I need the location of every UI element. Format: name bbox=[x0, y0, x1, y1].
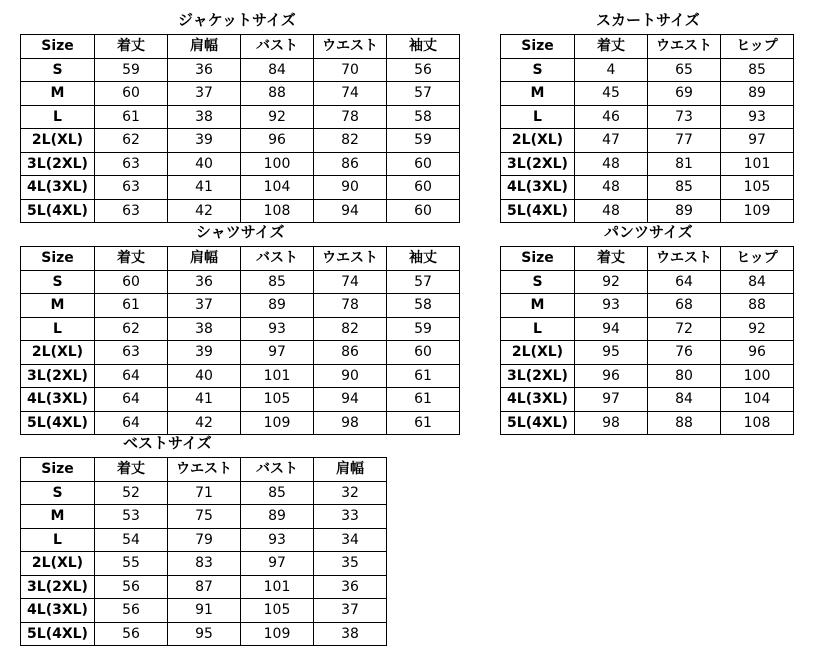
size-label-cell: S bbox=[21, 270, 95, 294]
table-cell: 95 bbox=[168, 622, 241, 646]
table-cell: 41 bbox=[168, 388, 241, 412]
table-row bbox=[21, 270, 460, 294]
size-label-cell: L bbox=[21, 105, 95, 129]
table-cell: 108 bbox=[721, 411, 794, 435]
table-cell: 53 bbox=[95, 505, 168, 529]
table-cell: 70 bbox=[314, 58, 387, 82]
size-label-cell: 4L(3XL) bbox=[21, 388, 95, 412]
table-cell: 36 bbox=[168, 58, 241, 82]
table-cell: 37 bbox=[168, 82, 241, 106]
table-cell: 38 bbox=[168, 317, 241, 341]
table-cell: 92 bbox=[721, 317, 794, 341]
table-cell: 64 bbox=[648, 270, 721, 294]
table-row bbox=[501, 82, 794, 106]
table-cell: 94 bbox=[314, 199, 387, 223]
table-row bbox=[21, 341, 460, 365]
column-header: Size bbox=[501, 35, 575, 59]
pants-header-row bbox=[501, 247, 794, 271]
table-cell: 59 bbox=[387, 317, 460, 341]
table-cell: 93 bbox=[241, 317, 314, 341]
table-cell: 100 bbox=[241, 152, 314, 176]
table-cell: 85 bbox=[721, 58, 794, 82]
table-row bbox=[21, 294, 460, 318]
size-label-cell: M bbox=[21, 82, 95, 106]
table-row bbox=[21, 622, 387, 646]
table-cell: 32 bbox=[314, 481, 387, 505]
table-cell: 37 bbox=[168, 294, 241, 318]
skirt-header-row bbox=[501, 35, 794, 59]
table-cell: 37 bbox=[314, 599, 387, 623]
table-cell: 86 bbox=[314, 152, 387, 176]
size-label-cell: 3L(2XL) bbox=[21, 364, 95, 388]
table-row bbox=[21, 58, 460, 82]
table-row bbox=[501, 388, 794, 412]
table-cell: 104 bbox=[721, 388, 794, 412]
table-cell: 38 bbox=[168, 105, 241, 129]
size-label-cell: S bbox=[21, 481, 95, 505]
table-cell: 4 bbox=[575, 58, 648, 82]
table-row bbox=[501, 317, 794, 341]
column-header: バスト bbox=[241, 35, 314, 59]
size-label-cell: 2L(XL) bbox=[501, 341, 575, 365]
table-cell: 84 bbox=[648, 388, 721, 412]
table-cell: 52 bbox=[95, 481, 168, 505]
table-cell: 71 bbox=[168, 481, 241, 505]
table-cell: 56 bbox=[95, 575, 168, 599]
table-cell: 86 bbox=[314, 341, 387, 365]
table-row bbox=[501, 341, 794, 365]
column-header: 肩幅 bbox=[168, 247, 241, 271]
size-label-cell: 5L(4XL) bbox=[21, 411, 95, 435]
table-cell: 96 bbox=[575, 364, 648, 388]
table-cell: 85 bbox=[648, 176, 721, 200]
size-label-cell: L bbox=[501, 317, 575, 341]
table-cell: 97 bbox=[241, 552, 314, 576]
table-cell: 34 bbox=[314, 528, 387, 552]
skirt-size-table-wrap bbox=[500, 34, 794, 223]
vest-size-table bbox=[20, 457, 387, 646]
table-cell: 82 bbox=[314, 129, 387, 153]
table-row bbox=[501, 152, 794, 176]
table-row bbox=[21, 82, 460, 106]
table-cell: 87 bbox=[168, 575, 241, 599]
table-cell: 61 bbox=[387, 388, 460, 412]
table-cell: 101 bbox=[241, 575, 314, 599]
table-row bbox=[21, 105, 460, 129]
column-header: 袖丈 bbox=[387, 35, 460, 59]
table-cell: 35 bbox=[314, 552, 387, 576]
column-header: ウエスト bbox=[314, 247, 387, 271]
table-row bbox=[21, 152, 460, 176]
size-label-cell: M bbox=[21, 294, 95, 318]
table-cell: 42 bbox=[168, 199, 241, 223]
table-cell: 42 bbox=[168, 411, 241, 435]
table-cell: 91 bbox=[168, 599, 241, 623]
table-cell: 47 bbox=[575, 129, 648, 153]
table-cell: 74 bbox=[314, 270, 387, 294]
jacket-header-row bbox=[21, 35, 460, 59]
table-cell: 62 bbox=[95, 317, 168, 341]
size-label-cell: 4L(3XL) bbox=[501, 176, 575, 200]
table-cell: 63 bbox=[95, 341, 168, 365]
column-header: ウエスト bbox=[314, 35, 387, 59]
table-cell: 93 bbox=[721, 105, 794, 129]
table-cell: 57 bbox=[387, 270, 460, 294]
table-cell: 84 bbox=[241, 58, 314, 82]
table-cell: 60 bbox=[95, 270, 168, 294]
table-cell: 82 bbox=[314, 317, 387, 341]
pants-size-table bbox=[500, 246, 794, 435]
table-cell: 89 bbox=[241, 505, 314, 529]
table-cell: 105 bbox=[721, 176, 794, 200]
table-cell: 98 bbox=[575, 411, 648, 435]
table-cell: 97 bbox=[241, 341, 314, 365]
table-cell: 76 bbox=[648, 341, 721, 365]
table-cell: 33 bbox=[314, 505, 387, 529]
table-cell: 63 bbox=[95, 176, 168, 200]
table-cell: 101 bbox=[721, 152, 794, 176]
table-cell: 45 bbox=[575, 82, 648, 106]
column-header: 肩幅 bbox=[168, 35, 241, 59]
table-row bbox=[21, 599, 387, 623]
column-header: Size bbox=[21, 247, 95, 271]
table-cell: 41 bbox=[168, 176, 241, 200]
pants-size-title: パンツサイズ bbox=[604, 223, 693, 241]
table-cell: 89 bbox=[648, 199, 721, 223]
table-cell: 105 bbox=[241, 599, 314, 623]
table-cell: 72 bbox=[648, 317, 721, 341]
size-label-cell: S bbox=[501, 58, 575, 82]
column-header: Size bbox=[21, 458, 95, 482]
table-row bbox=[21, 528, 387, 552]
vest-size-table-wrap bbox=[20, 457, 387, 646]
table-cell: 58 bbox=[387, 294, 460, 318]
table-cell: 61 bbox=[387, 364, 460, 388]
column-header: 肩幅 bbox=[314, 458, 387, 482]
column-header: Size bbox=[501, 247, 575, 271]
table-cell: 55 bbox=[95, 552, 168, 576]
table-cell: 95 bbox=[575, 341, 648, 365]
table-cell: 39 bbox=[168, 129, 241, 153]
table-cell: 60 bbox=[95, 82, 168, 106]
column-header: 着丈 bbox=[95, 247, 168, 271]
table-cell: 109 bbox=[721, 199, 794, 223]
table-row bbox=[501, 411, 794, 435]
skirt-size-title: スカートサイズ bbox=[596, 11, 700, 29]
table-cell: 97 bbox=[575, 388, 648, 412]
size-label-cell: 2L(XL) bbox=[21, 129, 95, 153]
table-cell: 63 bbox=[95, 199, 168, 223]
size-label-cell: 2L(XL) bbox=[501, 129, 575, 153]
table-cell: 84 bbox=[721, 270, 794, 294]
table-cell: 60 bbox=[387, 176, 460, 200]
table-cell: 78 bbox=[314, 105, 387, 129]
size-label-cell: M bbox=[501, 294, 575, 318]
table-cell: 92 bbox=[575, 270, 648, 294]
table-row bbox=[21, 411, 460, 435]
table-cell: 59 bbox=[387, 129, 460, 153]
table-cell: 85 bbox=[241, 481, 314, 505]
column-header: 着丈 bbox=[575, 247, 648, 271]
size-label-cell: L bbox=[21, 528, 95, 552]
table-cell: 62 bbox=[95, 129, 168, 153]
vest-size-title: ベストサイズ bbox=[123, 434, 212, 452]
size-label-cell: 5L(4XL) bbox=[21, 622, 95, 646]
size-label-cell: M bbox=[501, 82, 575, 106]
table-cell: 40 bbox=[168, 152, 241, 176]
table-row bbox=[21, 176, 460, 200]
table-row bbox=[501, 364, 794, 388]
table-row bbox=[501, 176, 794, 200]
table-cell: 90 bbox=[314, 176, 387, 200]
size-label-cell: L bbox=[21, 317, 95, 341]
column-header: 袖丈 bbox=[387, 247, 460, 271]
table-cell: 94 bbox=[314, 388, 387, 412]
table-cell: 61 bbox=[95, 294, 168, 318]
table-cell: 56 bbox=[95, 622, 168, 646]
size-label-cell: 3L(2XL) bbox=[21, 575, 95, 599]
table-cell: 90 bbox=[314, 364, 387, 388]
size-label-cell: 2L(XL) bbox=[21, 552, 95, 576]
table-cell: 46 bbox=[575, 105, 648, 129]
size-label-cell: 3L(2XL) bbox=[21, 152, 95, 176]
table-cell: 109 bbox=[241, 622, 314, 646]
table-cell: 64 bbox=[95, 388, 168, 412]
table-cell: 85 bbox=[241, 270, 314, 294]
table-cell: 88 bbox=[648, 411, 721, 435]
jacket-size-table-wrap bbox=[20, 34, 460, 223]
column-header: ウエスト bbox=[648, 247, 721, 271]
table-cell: 73 bbox=[648, 105, 721, 129]
table-row bbox=[501, 105, 794, 129]
table-cell: 109 bbox=[241, 411, 314, 435]
table-cell: 56 bbox=[387, 58, 460, 82]
column-header: バスト bbox=[241, 247, 314, 271]
table-cell: 83 bbox=[168, 552, 241, 576]
table-cell: 89 bbox=[721, 82, 794, 106]
table-cell: 77 bbox=[648, 129, 721, 153]
table-cell: 39 bbox=[168, 341, 241, 365]
skirt-size-table bbox=[500, 34, 794, 223]
size-label-cell: L bbox=[501, 105, 575, 129]
table-cell: 69 bbox=[648, 82, 721, 106]
table-cell: 93 bbox=[575, 294, 648, 318]
table-cell: 100 bbox=[721, 364, 794, 388]
table-row bbox=[501, 270, 794, 294]
table-cell: 61 bbox=[387, 411, 460, 435]
size-label-cell: 5L(4XL) bbox=[501, 199, 575, 223]
table-cell: 68 bbox=[648, 294, 721, 318]
table-cell: 61 bbox=[95, 105, 168, 129]
size-label-cell: 5L(4XL) bbox=[501, 411, 575, 435]
table-row bbox=[21, 317, 460, 341]
table-row bbox=[501, 199, 794, 223]
table-row bbox=[501, 294, 794, 318]
table-cell: 56 bbox=[95, 599, 168, 623]
table-cell: 36 bbox=[314, 575, 387, 599]
column-header: 着丈 bbox=[95, 458, 168, 482]
table-cell: 75 bbox=[168, 505, 241, 529]
table-cell: 104 bbox=[241, 176, 314, 200]
table-cell: 101 bbox=[241, 364, 314, 388]
size-label-cell: M bbox=[21, 505, 95, 529]
table-cell: 96 bbox=[241, 129, 314, 153]
table-row bbox=[21, 129, 460, 153]
column-header: バスト bbox=[241, 458, 314, 482]
column-header: ウエスト bbox=[648, 35, 721, 59]
jacket-size-table bbox=[20, 34, 460, 223]
table-cell: 48 bbox=[575, 199, 648, 223]
table-row bbox=[21, 505, 387, 529]
table-row bbox=[21, 199, 460, 223]
pants-size-table-wrap bbox=[500, 246, 794, 435]
column-header: 着丈 bbox=[575, 35, 648, 59]
size-label-cell: 4L(3XL) bbox=[21, 599, 95, 623]
table-row bbox=[21, 552, 387, 576]
table-cell: 81 bbox=[648, 152, 721, 176]
table-cell: 108 bbox=[241, 199, 314, 223]
table-cell: 97 bbox=[721, 129, 794, 153]
table-cell: 98 bbox=[314, 411, 387, 435]
size-label-cell: 4L(3XL) bbox=[501, 388, 575, 412]
table-row bbox=[21, 388, 460, 412]
table-row bbox=[21, 575, 387, 599]
table-cell: 105 bbox=[241, 388, 314, 412]
table-cell: 59 bbox=[95, 58, 168, 82]
vest-header-row bbox=[21, 458, 387, 482]
table-cell: 89 bbox=[241, 294, 314, 318]
column-header: ヒップ bbox=[721, 247, 794, 271]
shirt-size-table-wrap bbox=[20, 246, 460, 435]
column-header: ヒップ bbox=[721, 35, 794, 59]
table-cell: 60 bbox=[387, 341, 460, 365]
shirt-size-title: シャツサイズ bbox=[196, 223, 285, 241]
table-cell: 96 bbox=[721, 341, 794, 365]
size-label-cell: 2L(XL) bbox=[21, 341, 95, 365]
table-cell: 78 bbox=[314, 294, 387, 318]
table-cell: 65 bbox=[648, 58, 721, 82]
size-label-cell: S bbox=[501, 270, 575, 294]
table-cell: 80 bbox=[648, 364, 721, 388]
table-cell: 40 bbox=[168, 364, 241, 388]
size-label-cell: S bbox=[21, 58, 95, 82]
table-cell: 38 bbox=[314, 622, 387, 646]
table-cell: 64 bbox=[95, 411, 168, 435]
table-cell: 74 bbox=[314, 82, 387, 106]
column-header: ウエスト bbox=[168, 458, 241, 482]
size-label-cell: 4L(3XL) bbox=[21, 176, 95, 200]
table-row bbox=[501, 129, 794, 153]
table-cell: 88 bbox=[241, 82, 314, 106]
size-label-cell: 3L(2XL) bbox=[501, 152, 575, 176]
column-header: 着丈 bbox=[95, 35, 168, 59]
shirt-header-row bbox=[21, 247, 460, 271]
table-cell: 58 bbox=[387, 105, 460, 129]
shirt-size-table bbox=[20, 246, 460, 435]
table-cell: 54 bbox=[95, 528, 168, 552]
size-label-cell: 5L(4XL) bbox=[21, 199, 95, 223]
table-row bbox=[21, 364, 460, 388]
table-cell: 94 bbox=[575, 317, 648, 341]
table-cell: 48 bbox=[575, 152, 648, 176]
table-row bbox=[501, 58, 794, 82]
table-row bbox=[21, 481, 387, 505]
table-cell: 64 bbox=[95, 364, 168, 388]
table-cell: 36 bbox=[168, 270, 241, 294]
table-cell: 57 bbox=[387, 82, 460, 106]
table-cell: 79 bbox=[168, 528, 241, 552]
size-label-cell: 3L(2XL) bbox=[501, 364, 575, 388]
table-cell: 48 bbox=[575, 176, 648, 200]
table-cell: 93 bbox=[241, 528, 314, 552]
table-cell: 63 bbox=[95, 152, 168, 176]
table-cell: 60 bbox=[387, 152, 460, 176]
table-cell: 60 bbox=[387, 199, 460, 223]
column-header: Size bbox=[21, 35, 95, 59]
table-cell: 88 bbox=[721, 294, 794, 318]
table-cell: 92 bbox=[241, 105, 314, 129]
jacket-size-title: ジャケットサイズ bbox=[178, 11, 296, 29]
